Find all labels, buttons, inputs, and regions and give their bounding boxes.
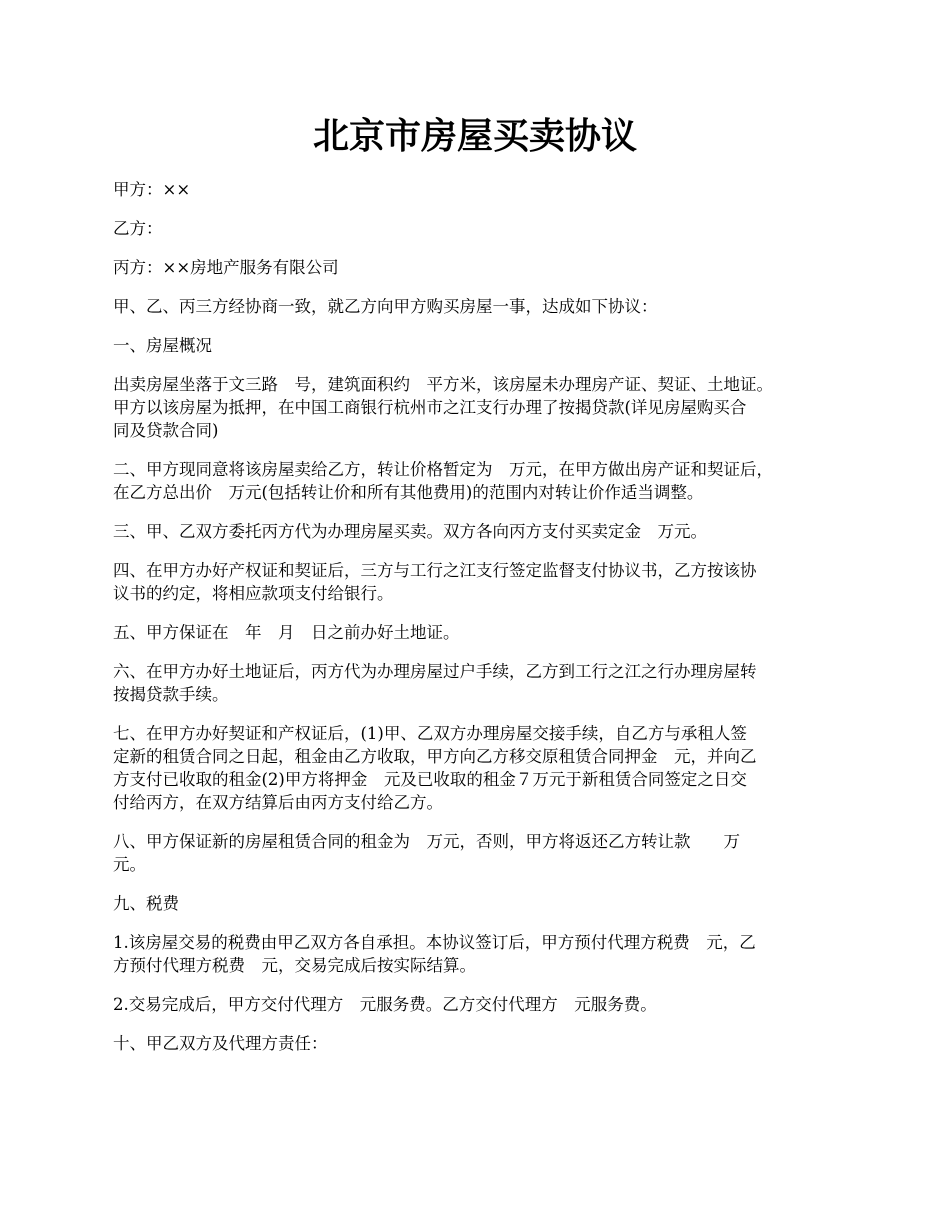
tax-item-1-paragraph xyxy=(113,931,855,977)
text-line: 甲方以该房屋为抵押，在中国工商银行杭州市之江支行办理了按揭贷款(详见房屋购买合 xyxy=(113,398,747,417)
text-line: 方预付代理方税费 元，交易完成后按实际结算。 xyxy=(113,956,476,975)
text-line: 付给丙方，在双方结算后由丙方支付给乙方。 xyxy=(113,793,443,812)
preamble-paragraph xyxy=(113,295,855,318)
text-line: 议书的约定，将相应款项支付给银行。 xyxy=(113,584,394,603)
tax-item-2-paragraph xyxy=(113,993,855,1016)
text-line: 四、在甲方办好产权证和契证后，三方与工行之江支行签定监督支付协议书，乙方按该协 xyxy=(113,561,757,580)
section-heading-1 xyxy=(113,334,855,357)
section-heading-9 xyxy=(113,892,855,915)
clause-8-paragraph xyxy=(113,830,855,876)
text-line: 1.该房屋交易的税费由甲乙双方各自承担。本协议签订后，甲方预付代理方税费 元，乙 xyxy=(113,933,756,952)
clause-3-paragraph xyxy=(113,520,855,543)
house-overview-paragraph xyxy=(113,373,855,442)
party-a-line xyxy=(113,178,855,201)
text-line: 九、税费 xyxy=(113,894,179,913)
party-b-line xyxy=(113,217,855,240)
party-c-line xyxy=(113,256,855,279)
text-line: 定新的租赁合同之日起，租金由乙方收取，甲方向乙方移交原租赁合同押金 元，并向乙 xyxy=(113,747,757,766)
text-line: 出卖房屋坐落于文三路 号，建筑面积约 平方米，该房屋未办理房产证、契证、土地证。 xyxy=(113,375,773,394)
text-line: 丙方：××房地产服务有限公司 xyxy=(113,258,339,277)
text-line: 同及贷款合同) xyxy=(113,421,219,440)
text-line: 甲方：×× xyxy=(113,180,191,199)
text-line: 三、甲、乙双方委托丙方代为办理房屋买卖。双方各向丙方支付买卖定金 万元。 xyxy=(113,522,707,541)
text-line: 二、甲方现同意将该房屋卖给乙方，转让价格暂定为 万元，在甲方做出房产证和契证后， xyxy=(113,460,773,479)
text-line: 八、甲方保证新的房屋租赁合同的租金为 万元，否则，甲方将返还乙方转让款 万 xyxy=(113,832,740,851)
text-line: 十、甲乙双方及代理方责任： xyxy=(113,1034,328,1053)
clause-2-paragraph xyxy=(113,458,855,504)
text-line: 2.交易完成后，甲方交付代理方 元服务费。乙方交付代理方 元服务费。 xyxy=(113,995,657,1014)
text-line: 按揭贷款手续。 xyxy=(113,685,229,704)
text-line: 七、在甲方办好契证和产权证后，(1)甲、乙双方办理房屋交接手续，自乙方与承租人签 xyxy=(113,724,747,743)
clause-6-paragraph xyxy=(113,660,855,706)
text-line: 六、在甲方办好土地证后，丙方代为办理房屋过户手续，乙方到工行之江之行办理房屋转 xyxy=(113,662,757,681)
text-line: 在乙方总出价 万元(包括转让价和所有其他费用)的范围内对转让价作适当调整。 xyxy=(113,483,704,502)
text-line: 方支付已收取的租金(2)甲方将押金 元及已收取的租金７万元于新租赁合同签定之日交 xyxy=(113,770,747,789)
clause-7-paragraph xyxy=(113,722,855,814)
section-heading-10 xyxy=(113,1032,855,1055)
text-line: 五、甲方保证在 年 月 日之前办好土地证。 xyxy=(113,623,460,642)
clause-4-paragraph xyxy=(113,559,855,605)
document-title: 北京市房屋买卖协议 xyxy=(312,115,637,157)
text-line: 元。 xyxy=(113,855,146,874)
text-line: 甲、乙、丙三方经协商一致，就乙方向甲方购买房屋一事，达成如下协议： xyxy=(113,297,658,316)
clause-5-paragraph xyxy=(113,621,855,644)
document-body xyxy=(113,178,855,1071)
text-line: 一、房屋概况 xyxy=(113,336,212,355)
text-line: 乙方： xyxy=(113,219,163,238)
